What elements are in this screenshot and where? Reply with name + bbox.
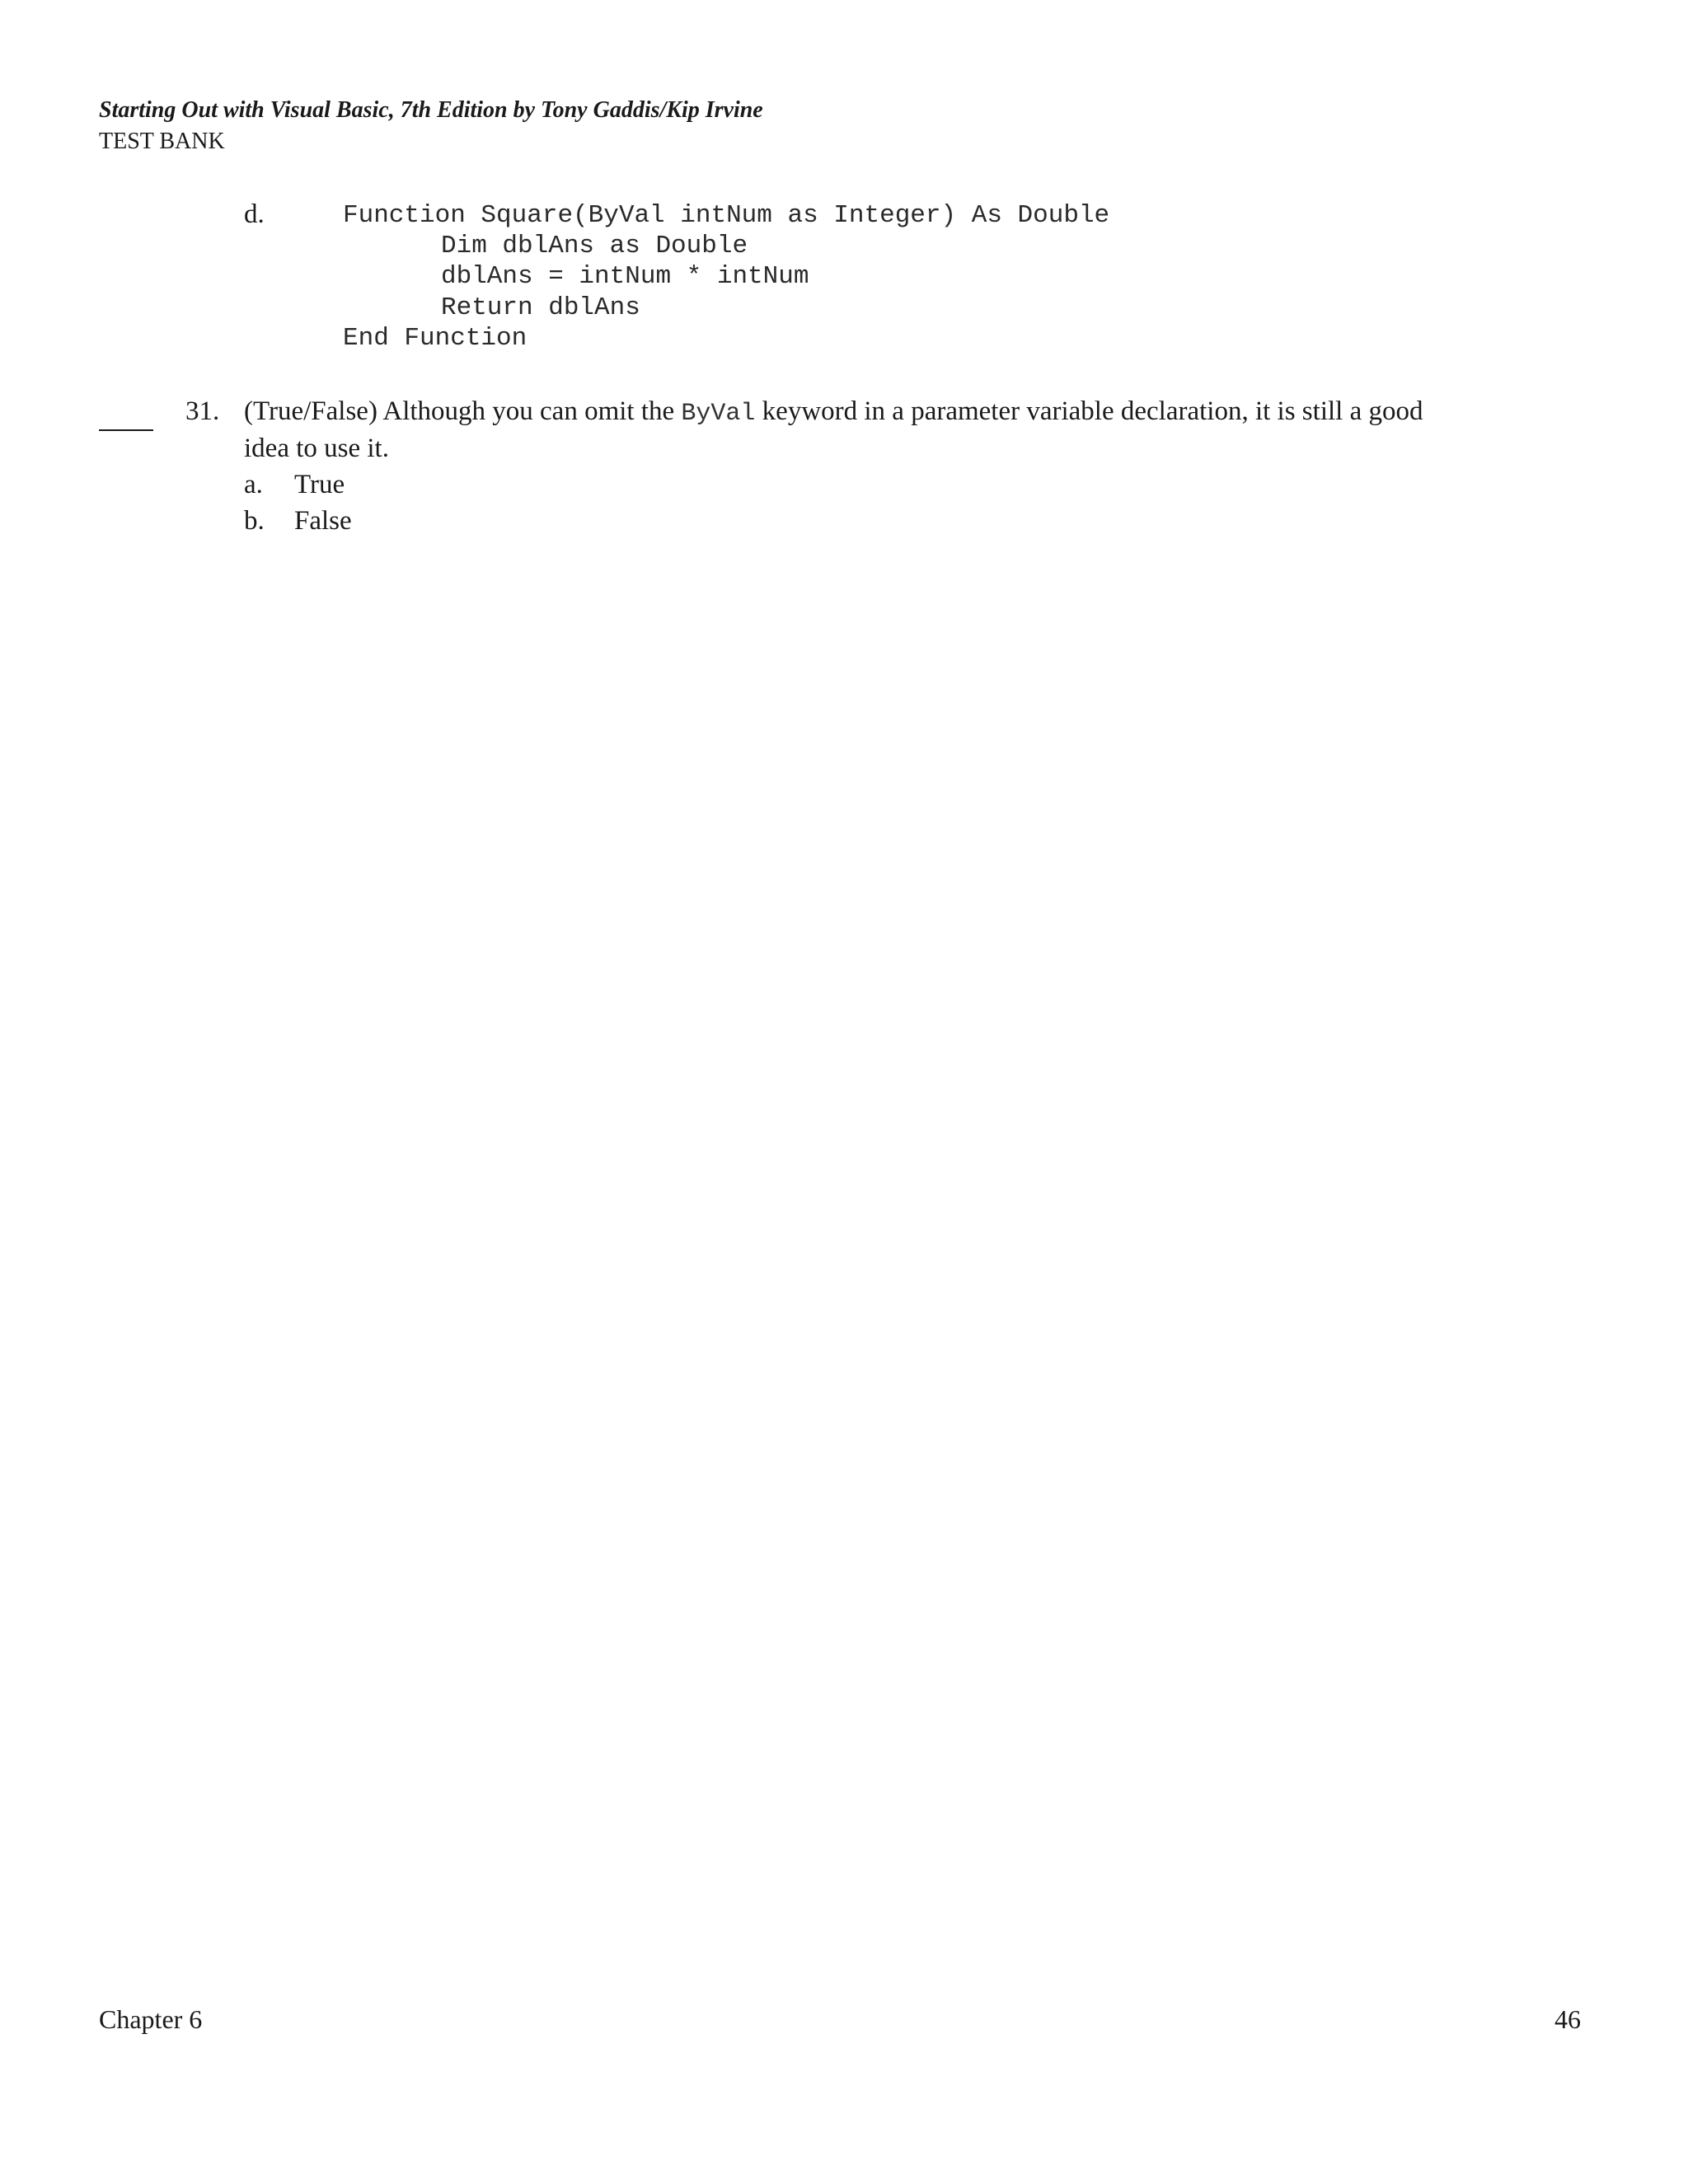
code-line-2: Dim dblAns as Double	[441, 232, 748, 260]
footer-chapter: Chapter 6	[99, 2004, 203, 2034]
option-letter-a: a.	[244, 470, 263, 499]
document-title: Starting Out with Visual Basic, 7th Edition by Tony Gaddis/Kip Irvine	[99, 97, 763, 123]
document-subtitle: TEST BANK	[99, 129, 225, 154]
code-line-4: Return dblAns	[441, 293, 640, 322]
footer-page-number: 46	[1554, 2004, 1581, 2034]
question-keyword: ByVal	[681, 400, 756, 428]
option-text-a: True	[294, 470, 345, 499]
code-line-5: End Function	[343, 324, 528, 353]
option-letter-d: d.	[244, 199, 265, 229]
question-text-before: (True/False) Although you can omit the	[244, 396, 682, 426]
option-letter-b: b.	[244, 506, 265, 536]
answer-blank	[99, 429, 153, 431]
code-line-3: dblAns = intNum * intNum	[441, 262, 809, 291]
question-number: 31.	[185, 396, 220, 426]
question-text-line-1	[244, 396, 1423, 428]
question-text-line-2: idea to use it.	[244, 434, 389, 463]
option-text-b: False	[294, 506, 352, 536]
question-text-after: keyword in a parameter variable declaration, it is still a good	[755, 396, 1423, 426]
code-line-1: Function Square(ByVal intNum as Integer) As Double	[343, 201, 1110, 230]
